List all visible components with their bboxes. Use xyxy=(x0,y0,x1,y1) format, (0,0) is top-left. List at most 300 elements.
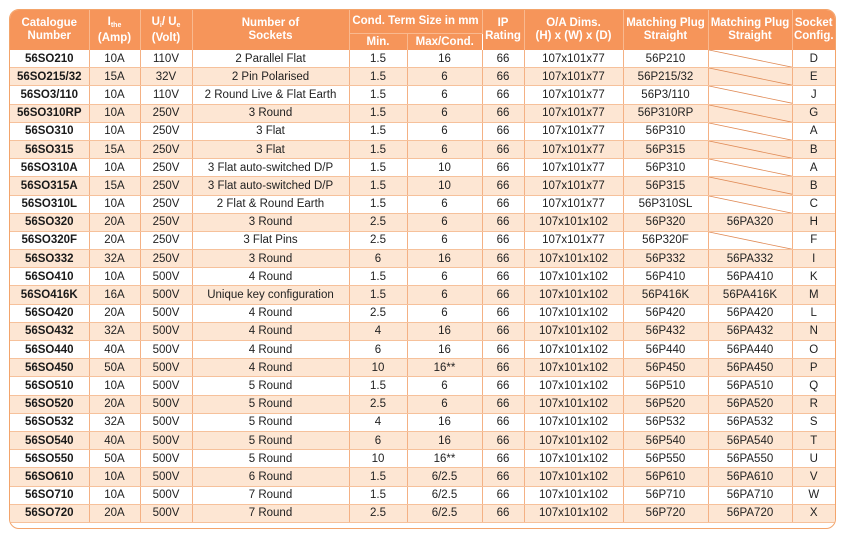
catalogue-number-cell: 56SO532 xyxy=(10,413,89,431)
table-row xyxy=(10,504,835,522)
ip-rating-cell: 66 xyxy=(482,322,524,340)
table-body xyxy=(10,50,835,522)
sockets-cell: 4 Round xyxy=(192,304,349,322)
voltage-cell: 500V xyxy=(140,486,192,504)
table-row xyxy=(10,50,835,68)
socket-spec-table xyxy=(10,10,835,523)
ip-rating-cell: 66 xyxy=(482,286,524,304)
socket-config-cell: S xyxy=(792,413,835,431)
min-size-cell: 2.5 xyxy=(349,304,407,322)
matching-plug-cell: 56P310SL xyxy=(623,195,708,213)
max-size-cell: 6 xyxy=(407,140,482,158)
matching-plug-cell: 56P720 xyxy=(623,504,708,522)
matching-plug-cell: 56P410 xyxy=(623,268,708,286)
voltage-cell: 500V xyxy=(140,504,192,522)
table-row xyxy=(10,122,835,140)
matching-plug-cell: 56P215/32 xyxy=(623,68,708,86)
matching-plug-2-cell: 56PA520 xyxy=(708,395,792,413)
matching-plug-cell: 56P210 xyxy=(623,50,708,68)
min-size-cell: 10 xyxy=(349,450,407,468)
matching-plug-cell: 56P440 xyxy=(623,341,708,359)
dimensions-cell: 107x101x102 xyxy=(524,359,623,377)
voltage-cell: 500V xyxy=(140,413,192,431)
sockets-cell: 3 Flat xyxy=(192,140,349,158)
socket-config-cell: F xyxy=(792,231,835,249)
current-cell: 10A xyxy=(89,50,140,68)
catalogue-number-cell: 56SO440 xyxy=(10,341,89,359)
ip-rating-cell: 66 xyxy=(482,50,524,68)
sockets-cell: 7 Round xyxy=(192,486,349,504)
max-size-cell: 16** xyxy=(407,359,482,377)
socket-config-cell: D xyxy=(792,50,835,68)
matching-plug-2-cell: 56PA610 xyxy=(708,468,792,486)
header-ip-rating: IP Rating xyxy=(482,10,524,50)
dimensions-cell: 107x101x77 xyxy=(524,159,623,177)
matching-plug-2-cell: 56PA320 xyxy=(708,213,792,231)
ip-rating-cell: 66 xyxy=(482,159,524,177)
catalogue-number-cell: 56SO610 xyxy=(10,468,89,486)
voltage-cell: 500V xyxy=(140,286,192,304)
voltage-cell: 500V xyxy=(140,322,192,340)
table-row xyxy=(10,140,835,158)
table-row xyxy=(10,395,835,413)
not-applicable-cell xyxy=(708,231,792,249)
voltage-cell: 250V xyxy=(140,231,192,249)
min-size-cell: 2.5 xyxy=(349,213,407,231)
matching-plug-cell: 56P320F xyxy=(623,231,708,249)
socket-config-cell: I xyxy=(792,250,835,268)
header-current: $I_{the}$ (Amp) xyxy=(89,10,140,50)
not-applicable-cell xyxy=(708,177,792,195)
ip-rating-cell: 66 xyxy=(482,377,524,395)
dimensions-cell: 107x101x102 xyxy=(524,377,623,395)
diagonal-slash-icon xyxy=(709,123,792,140)
header-max: Max/Cond. xyxy=(407,34,482,51)
sockets-cell: 2 Flat & Round Earth xyxy=(192,195,349,213)
matching-plug-cell: 56P320 xyxy=(623,213,708,231)
not-applicable-cell xyxy=(708,104,792,122)
min-size-cell: 2.5 xyxy=(349,231,407,249)
socket-config-cell: W xyxy=(792,486,835,504)
sockets-cell: 3 Flat auto-switched D/P xyxy=(192,177,349,195)
table-row xyxy=(10,431,835,449)
ip-rating-cell: 66 xyxy=(482,468,524,486)
matching-plug-2-cell: 56PA510 xyxy=(708,377,792,395)
matching-plug-cell: 56P310 xyxy=(623,122,708,140)
voltage-cell: 250V xyxy=(140,213,192,231)
header-sockets: Number of Sockets xyxy=(192,10,349,50)
dimensions-cell: 107x101x77 xyxy=(524,140,623,158)
sockets-cell: 7 Round xyxy=(192,504,349,522)
catalogue-number-cell: 56SO720 xyxy=(10,504,89,522)
ip-rating-cell: 66 xyxy=(482,122,524,140)
socket-config-cell: J xyxy=(792,86,835,104)
min-size-cell: 1.5 xyxy=(349,268,407,286)
table-row xyxy=(10,413,835,431)
matching-plug-cell: 56P310 xyxy=(623,159,708,177)
catalogue-number-cell: 56SO310L xyxy=(10,195,89,213)
header-catalogue: Catalogue Number xyxy=(10,10,89,50)
ip-rating-cell: 66 xyxy=(482,177,524,195)
max-size-cell: 6 xyxy=(407,395,482,413)
table-row xyxy=(10,304,835,322)
min-size-cell: 2.5 xyxy=(349,395,407,413)
socket-config-cell: Q xyxy=(792,377,835,395)
sockets-cell: 2 Round Live & Flat Earth xyxy=(192,86,349,104)
max-size-cell: 6 xyxy=(407,377,482,395)
matching-plug-cell: 56P416K xyxy=(623,286,708,304)
table-row xyxy=(10,377,835,395)
socket-config-cell: V xyxy=(792,468,835,486)
max-size-cell: 10 xyxy=(407,159,482,177)
max-size-cell: 6 xyxy=(407,268,482,286)
current-cell: 50A xyxy=(89,450,140,468)
socket-config-cell: H xyxy=(792,213,835,231)
max-size-cell: 16 xyxy=(407,50,482,68)
socket-config-cell: K xyxy=(792,268,835,286)
table-row xyxy=(10,322,835,340)
diagonal-slash-icon xyxy=(709,159,792,176)
min-size-cell: 4 xyxy=(349,322,407,340)
socket-config-cell: X xyxy=(792,504,835,522)
dimensions-cell: 107x101x102 xyxy=(524,304,623,322)
matching-plug-2-cell: 56PA450 xyxy=(708,359,792,377)
voltage-cell: 250V xyxy=(140,195,192,213)
voltage-cell: 250V xyxy=(140,159,192,177)
matching-plug-cell: 56P432 xyxy=(623,322,708,340)
matching-plug-cell: 56P540 xyxy=(623,431,708,449)
current-cell: 16A xyxy=(89,286,140,304)
ip-rating-cell: 66 xyxy=(482,395,524,413)
current-cell: 10A xyxy=(89,122,140,140)
matching-plug-2-cell: 56PA332 xyxy=(708,250,792,268)
table-row xyxy=(10,213,835,231)
current-cell: 32A xyxy=(89,413,140,431)
ip-rating-cell: 66 xyxy=(482,450,524,468)
header-matching-plug-2: Matching Plug Straight xyxy=(708,10,792,50)
socket-config-cell: O xyxy=(792,341,835,359)
catalogue-number-cell: 56SO432 xyxy=(10,322,89,340)
table-header xyxy=(10,10,835,50)
catalogue-number-cell: 56SO215/32 xyxy=(10,68,89,86)
max-size-cell: 16 xyxy=(407,322,482,340)
sockets-cell: 5 Round xyxy=(192,413,349,431)
catalogue-number-cell: 56SO310A xyxy=(10,159,89,177)
sockets-cell: 3 Round xyxy=(192,250,349,268)
socket-config-cell: A xyxy=(792,122,835,140)
voltage-cell: 250V xyxy=(140,122,192,140)
ip-rating-cell: 66 xyxy=(482,213,524,231)
min-size-cell: 1.5 xyxy=(349,50,407,68)
min-size-cell: 1.5 xyxy=(349,286,407,304)
matching-plug-cell: 56P315 xyxy=(623,177,708,195)
dimensions-cell: 107x101x102 xyxy=(524,395,623,413)
min-size-cell: 1.5 xyxy=(349,86,407,104)
voltage-cell: 250V xyxy=(140,140,192,158)
catalogue-number-cell: 56SO710 xyxy=(10,486,89,504)
matching-plug-2-cell: 56PA410 xyxy=(708,268,792,286)
voltage-cell: 500V xyxy=(140,377,192,395)
table-row xyxy=(10,486,835,504)
header-cond-term-size: Cond. Term Size in mm xyxy=(349,10,482,34)
ip-rating-cell: 66 xyxy=(482,486,524,504)
not-applicable-cell xyxy=(708,86,792,104)
max-size-cell: 16 xyxy=(407,431,482,449)
matching-plug-cell: 56P710 xyxy=(623,486,708,504)
min-size-cell: 1.5 xyxy=(349,140,407,158)
socket-config-cell: T xyxy=(792,431,835,449)
matching-plug-2-cell: 56PA710 xyxy=(708,486,792,504)
ip-rating-cell: 66 xyxy=(482,86,524,104)
matching-plug-2-cell: 56PA550 xyxy=(708,450,792,468)
sockets-cell: 2 Pin Polarised xyxy=(192,68,349,86)
catalogue-number-cell: 56SO550 xyxy=(10,450,89,468)
socket-config-cell: P xyxy=(792,359,835,377)
dimensions-cell: 107x101x102 xyxy=(524,486,623,504)
voltage-cell: 500V xyxy=(140,431,192,449)
voltage-cell: 32V xyxy=(140,68,192,86)
voltage-cell: 500V xyxy=(140,268,192,286)
not-applicable-cell xyxy=(708,140,792,158)
table-row xyxy=(10,250,835,268)
socket-config-cell: M xyxy=(792,286,835,304)
catalogue-number-cell: 56SO540 xyxy=(10,431,89,449)
not-applicable-cell xyxy=(708,159,792,177)
current-cell: 50A xyxy=(89,359,140,377)
current-cell: 10A xyxy=(89,377,140,395)
sockets-cell: 5 Round xyxy=(192,395,349,413)
current-cell: 40A xyxy=(89,431,140,449)
min-size-cell: 1.5 xyxy=(349,104,407,122)
min-size-cell: 1.5 xyxy=(349,486,407,504)
table-row xyxy=(10,450,835,468)
matching-plug-cell: 56P420 xyxy=(623,304,708,322)
current-cell: 20A xyxy=(89,213,140,231)
socket-config-cell: E xyxy=(792,68,835,86)
sockets-cell: 4 Round xyxy=(192,359,349,377)
sockets-cell: 5 Round xyxy=(192,450,349,468)
table-row xyxy=(10,341,835,359)
table-row xyxy=(10,268,835,286)
table-row xyxy=(10,104,835,122)
matching-plug-cell: 56P310RP xyxy=(623,104,708,122)
diagonal-slash-icon xyxy=(709,68,792,85)
catalogue-number-cell: 56SO320F xyxy=(10,231,89,249)
matching-plug-cell: 56P520 xyxy=(623,395,708,413)
max-size-cell: 6 xyxy=(407,122,482,140)
diagonal-slash-icon xyxy=(709,86,792,103)
catalogue-number-cell: 56SO450 xyxy=(10,359,89,377)
current-cell: 32A xyxy=(89,250,140,268)
dimensions-cell: 107x101x102 xyxy=(524,413,623,431)
catalogue-number-cell: 56SO310RP xyxy=(10,104,89,122)
not-applicable-cell xyxy=(708,122,792,140)
min-size-cell: 2.5 xyxy=(349,504,407,522)
ip-rating-cell: 66 xyxy=(482,140,524,158)
sockets-cell: 6 Round xyxy=(192,468,349,486)
catalogue-number-cell: 56SO416K xyxy=(10,286,89,304)
dimensions-cell: 107x101x102 xyxy=(524,504,623,522)
diagonal-slash-icon xyxy=(709,141,792,158)
ip-rating-cell: 66 xyxy=(482,341,524,359)
catalogue-number-cell: 56SO315A xyxy=(10,177,89,195)
min-size-cell: 6 xyxy=(349,250,407,268)
table-row xyxy=(10,86,835,104)
matching-plug-cell: 56P550 xyxy=(623,450,708,468)
matching-plug-cell: 56P3/110 xyxy=(623,86,708,104)
dimensions-cell: 107x101x77 xyxy=(524,68,623,86)
socket-config-cell: U xyxy=(792,450,835,468)
voltage-cell: 250V xyxy=(140,104,192,122)
dimensions-cell: 107x101x102 xyxy=(524,341,623,359)
max-size-cell: 6 xyxy=(407,86,482,104)
table-row xyxy=(10,177,835,195)
max-size-cell: 6 xyxy=(407,286,482,304)
max-size-cell: 6 xyxy=(407,195,482,213)
matching-plug-2-cell: 56PA432 xyxy=(708,322,792,340)
sockets-cell: 3 Round xyxy=(192,104,349,122)
sockets-cell: 4 Round xyxy=(192,268,349,286)
current-cell: 20A xyxy=(89,231,140,249)
dimensions-cell: 107x101x102 xyxy=(524,450,623,468)
sockets-cell: Unique key configuration xyxy=(192,286,349,304)
voltage-cell: 250V xyxy=(140,250,192,268)
ip-rating-cell: 66 xyxy=(482,359,524,377)
max-size-cell: 6 xyxy=(407,68,482,86)
matching-plug-2-cell: 56PA532 xyxy=(708,413,792,431)
matching-plug-2-cell: 56PA416K xyxy=(708,286,792,304)
current-cell: 10A xyxy=(89,86,140,104)
matching-plug-2-cell: 56PA720 xyxy=(708,504,792,522)
not-applicable-cell xyxy=(708,195,792,213)
min-size-cell: 1.5 xyxy=(349,122,407,140)
max-size-cell: 6 xyxy=(407,304,482,322)
diagonal-slash-icon xyxy=(709,232,792,249)
table-row xyxy=(10,159,835,177)
min-size-cell: 1.5 xyxy=(349,195,407,213)
current-cell: 20A xyxy=(89,395,140,413)
min-size-cell: 1.5 xyxy=(349,177,407,195)
ip-rating-cell: 66 xyxy=(482,231,524,249)
min-size-cell: 6 xyxy=(349,431,407,449)
max-size-cell: 16 xyxy=(407,250,482,268)
catalogue-number-cell: 56SO410 xyxy=(10,268,89,286)
header-voltage: $U_i/$ $U_e$ (Volt) xyxy=(140,10,192,50)
table-row xyxy=(10,286,835,304)
ip-rating-cell: 66 xyxy=(482,431,524,449)
max-size-cell: 6 xyxy=(407,213,482,231)
ip-rating-cell: 66 xyxy=(482,104,524,122)
voltage-cell: 500V xyxy=(140,359,192,377)
sockets-cell: 5 Round xyxy=(192,377,349,395)
dimensions-cell: 107x101x77 xyxy=(524,122,623,140)
sockets-cell: 4 Round xyxy=(192,341,349,359)
catalogue-number-cell: 56SO3/110 xyxy=(10,86,89,104)
current-cell: 15A xyxy=(89,140,140,158)
matching-plug-2-cell: 56PA440 xyxy=(708,341,792,359)
diagonal-slash-icon xyxy=(709,196,792,213)
not-applicable-cell xyxy=(708,50,792,68)
ip-rating-cell: 66 xyxy=(482,304,524,322)
socket-config-cell: R xyxy=(792,395,835,413)
voltage-cell: 500V xyxy=(140,395,192,413)
min-size-cell: 1.5 xyxy=(349,159,407,177)
matching-plug-cell: 56P450 xyxy=(623,359,708,377)
min-size-cell: 6 xyxy=(349,341,407,359)
socket-config-cell: C xyxy=(792,195,835,213)
sockets-cell: 5 Round xyxy=(192,431,349,449)
spec-table-frame xyxy=(9,9,836,529)
dimensions-cell: 107x101x102 xyxy=(524,468,623,486)
socket-config-cell: N xyxy=(792,322,835,340)
voltage-cell: 500V xyxy=(140,304,192,322)
current-cell: 10A xyxy=(89,104,140,122)
ip-rating-cell: 66 xyxy=(482,250,524,268)
voltage-cell: 110V xyxy=(140,50,192,68)
matching-plug-cell: 56P510 xyxy=(623,377,708,395)
voltage-cell: 250V xyxy=(140,177,192,195)
max-size-cell: 6 xyxy=(407,104,482,122)
table-row xyxy=(10,195,835,213)
dimensions-cell: 107x101x102 xyxy=(524,322,623,340)
diagonal-slash-icon xyxy=(709,177,792,194)
max-size-cell: 10 xyxy=(407,177,482,195)
dimensions-cell: 107x101x77 xyxy=(524,231,623,249)
current-cell: 20A xyxy=(89,504,140,522)
current-cell: 10A xyxy=(89,195,140,213)
dimensions-cell: 107x101x102 xyxy=(524,431,623,449)
sockets-cell: 3 Flat xyxy=(192,122,349,140)
table-row xyxy=(10,468,835,486)
current-cell: 15A xyxy=(89,68,140,86)
ip-rating-cell: 66 xyxy=(482,195,524,213)
sockets-cell: 3 Flat auto-switched D/P xyxy=(192,159,349,177)
dimensions-cell: 107x101x77 xyxy=(524,104,623,122)
max-size-cell: 6/2.5 xyxy=(407,504,482,522)
catalogue-number-cell: 56SO332 xyxy=(10,250,89,268)
header-min: Min. xyxy=(349,34,407,51)
min-size-cell: 1.5 xyxy=(349,68,407,86)
table-row xyxy=(10,231,835,249)
current-cell: 20A xyxy=(89,304,140,322)
current-cell: 40A xyxy=(89,341,140,359)
matching-plug-cell: 56P332 xyxy=(623,250,708,268)
ip-rating-cell: 66 xyxy=(482,504,524,522)
matching-plug-2-cell: 56PA420 xyxy=(708,304,792,322)
current-cell: 32A xyxy=(89,322,140,340)
max-size-cell: 6/2.5 xyxy=(407,486,482,504)
voltage-cell: 500V xyxy=(140,450,192,468)
table-row xyxy=(10,68,835,86)
max-size-cell: 6 xyxy=(407,231,482,249)
matching-plug-cell: 56P610 xyxy=(623,468,708,486)
voltage-cell: 500V xyxy=(140,341,192,359)
current-cell: 10A xyxy=(89,268,140,286)
diagonal-slash-icon xyxy=(709,50,792,67)
min-size-cell: 4 xyxy=(349,413,407,431)
catalogue-number-cell: 56SO320 xyxy=(10,213,89,231)
sockets-cell: 2 Parallel Flat xyxy=(192,50,349,68)
matching-plug-cell: 56P315 xyxy=(623,140,708,158)
ip-rating-cell: 66 xyxy=(482,413,524,431)
not-applicable-cell xyxy=(708,68,792,86)
matching-plug-2-cell: 56PA540 xyxy=(708,431,792,449)
socket-config-cell: B xyxy=(792,177,835,195)
ip-rating-cell: 66 xyxy=(482,268,524,286)
header-socket-config: Socket Config. xyxy=(792,10,835,50)
diagonal-slash-icon xyxy=(709,105,792,122)
dimensions-cell: 107x101x102 xyxy=(524,213,623,231)
